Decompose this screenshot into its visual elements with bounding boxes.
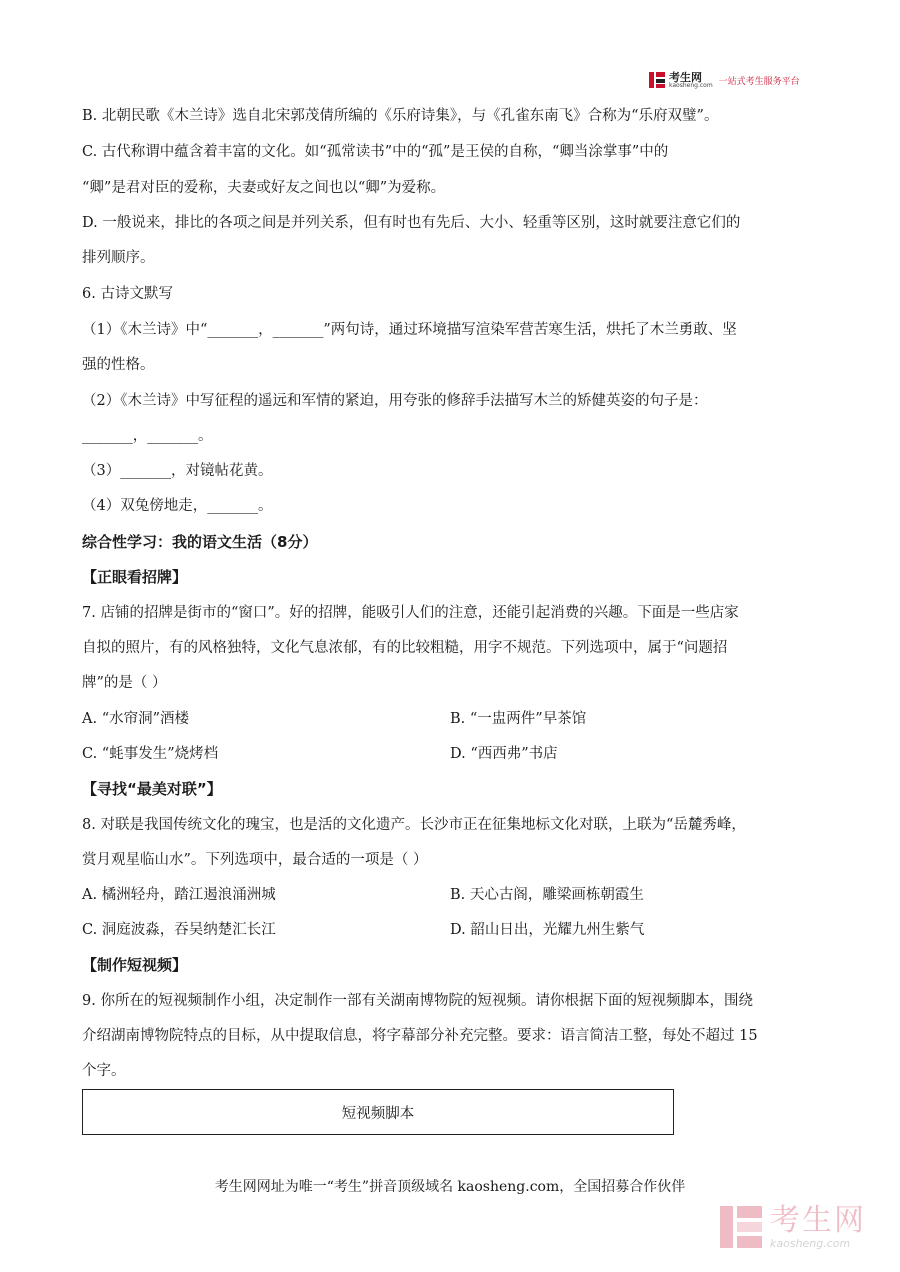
question-6-4: （4）双兔傍地走，_______。 — [82, 498, 273, 514]
logo-url: kaosheng.com — [669, 81, 713, 89]
brand-logo — [648, 70, 800, 90]
option-b-text: B. 北朝民歌《木兰诗》选自北宋郭茂倩所编的《乐府诗集》，与《孔雀东南飞》合称为“乐府双璧”。 — [82, 108, 719, 124]
question-9-line-2: 介绍湖南博物院特点的目标，从中提取信息，将字幕部分补充完整。要求：语言简洁工整，每处不超过 15 — [82, 1028, 758, 1044]
section-heading: 综合性学习：我的语文生活（8分） — [82, 533, 318, 551]
question-6-1-line-1: （1）《木兰诗》中“_______，_______”两句诗，通过环境描写渲染军营苦寒生活，烘托了木兰勇敢、坚 — [82, 322, 737, 338]
option-c-line-1: C. 古代称谓中蕴含着丰富的文化。如“孤常读书”中的“孤”是王侯的自称，“卿当涂掌事”中的 — [82, 144, 669, 160]
question-7-line-2: 自拟的照片，有的风格独特，文化气息浓郁，有的比较粗糙，用字不规范。下列选项中，属于“问题招 — [82, 640, 728, 656]
question-8-line-1: 8. 对联是我国传统文化的瑰宝，也是活的文化遗产。长沙市正在征集地标文化对联，上联为“岳麓秀峰， — [82, 817, 746, 833]
question-9-line-1: 9. 你所在的短视频制作小组，决定制作一部有关湖南博物院的短视频。请你根据下面的短视频脚本，围绕 — [82, 993, 753, 1009]
question-6-1-line-2: 强的性格。 — [82, 357, 155, 373]
watermark-name: 考生网 — [770, 1202, 866, 1238]
question-7-option-d: D. “西西弗”书店 — [450, 746, 558, 762]
option-d-line-1: D. 一般说来，排比的各项之间是并列关系，但有时也有先后、大小、轻重等区别，这时就要注意它们的 — [82, 215, 741, 231]
subsection-couplet: 【寻找“最美对联”】 — [82, 780, 222, 798]
question-8-option-b: B. 天心古阁，雕梁画栋朝霞生 — [450, 887, 644, 903]
question-7-option-c: C. “蚝事发生”烧烤档 — [82, 746, 219, 762]
question-6-2-line-1: （2）《木兰诗》中写征程的遥远和军情的紧迫，用夸张的修辞手法描写木兰的矫健英姿的句子是： — [82, 393, 708, 409]
script-table-title: 短视频脚本 — [341, 1105, 415, 1122]
kaosheng-logo-icon — [648, 71, 666, 89]
logo-slogan: 一站式考生服务平台 — [718, 76, 800, 87]
question-6-title: 6. 古诗文默写 — [82, 286, 173, 302]
footer-text: 考生网网址为唯一“考生”拼音顶级域名 kaosheng.com，全国招募合作伙伴 — [214, 1179, 686, 1195]
question-6-3: （3）_______，对镜帖花黄。 — [82, 463, 273, 479]
logo-text — [669, 72, 713, 89]
question-8-option-a: A. 橘洲轻舟，踏江遏浪涌洲城 — [82, 887, 276, 903]
subsection-short-video: 【制作短视频】 — [82, 956, 188, 974]
question-7-option-a: A. “水帘洞”酒楼 — [82, 711, 190, 727]
watermark — [718, 1196, 888, 1258]
kaosheng-watermark-icon — [718, 1204, 764, 1250]
watermark-text — [770, 1202, 866, 1250]
watermark-url: kaosheng.com — [770, 1236, 851, 1250]
option-c-line-2: “卿”是君对臣的爱称，夫妻或好友之间也以“卿”为爱称。 — [82, 180, 446, 196]
question-8-line-2: 赏月观星临山水”。下列选项中，最合适的一项是（ ） — [82, 852, 428, 868]
question-7-line-3: 牌”的是（ ） — [82, 675, 167, 691]
question-7-option-b: B. “一盅两件”早茶馆 — [450, 711, 587, 727]
question-8-option-c: C. 洞庭波淼，吞吴纳楚汇长江 — [82, 922, 276, 938]
logo-name: 考生网 — [669, 70, 702, 84]
question-6-2-line-2: _______，_______。 — [82, 428, 213, 444]
script-table-header — [82, 1089, 674, 1135]
option-d-line-2: 排列顺序。 — [82, 250, 155, 266]
question-7-line-1: 7. 店铺的招牌是街市的“窗口”。好的招牌，能吸引人们的注意，还能引起消费的兴趣。下面是一些店家 — [82, 605, 739, 621]
question-8-option-d: D. 韶山日出，光耀九州生紫气 — [450, 922, 645, 938]
subsection-signboard: 【正眼看招牌】 — [82, 568, 188, 586]
question-9-line-3: 个字。 — [82, 1063, 126, 1079]
